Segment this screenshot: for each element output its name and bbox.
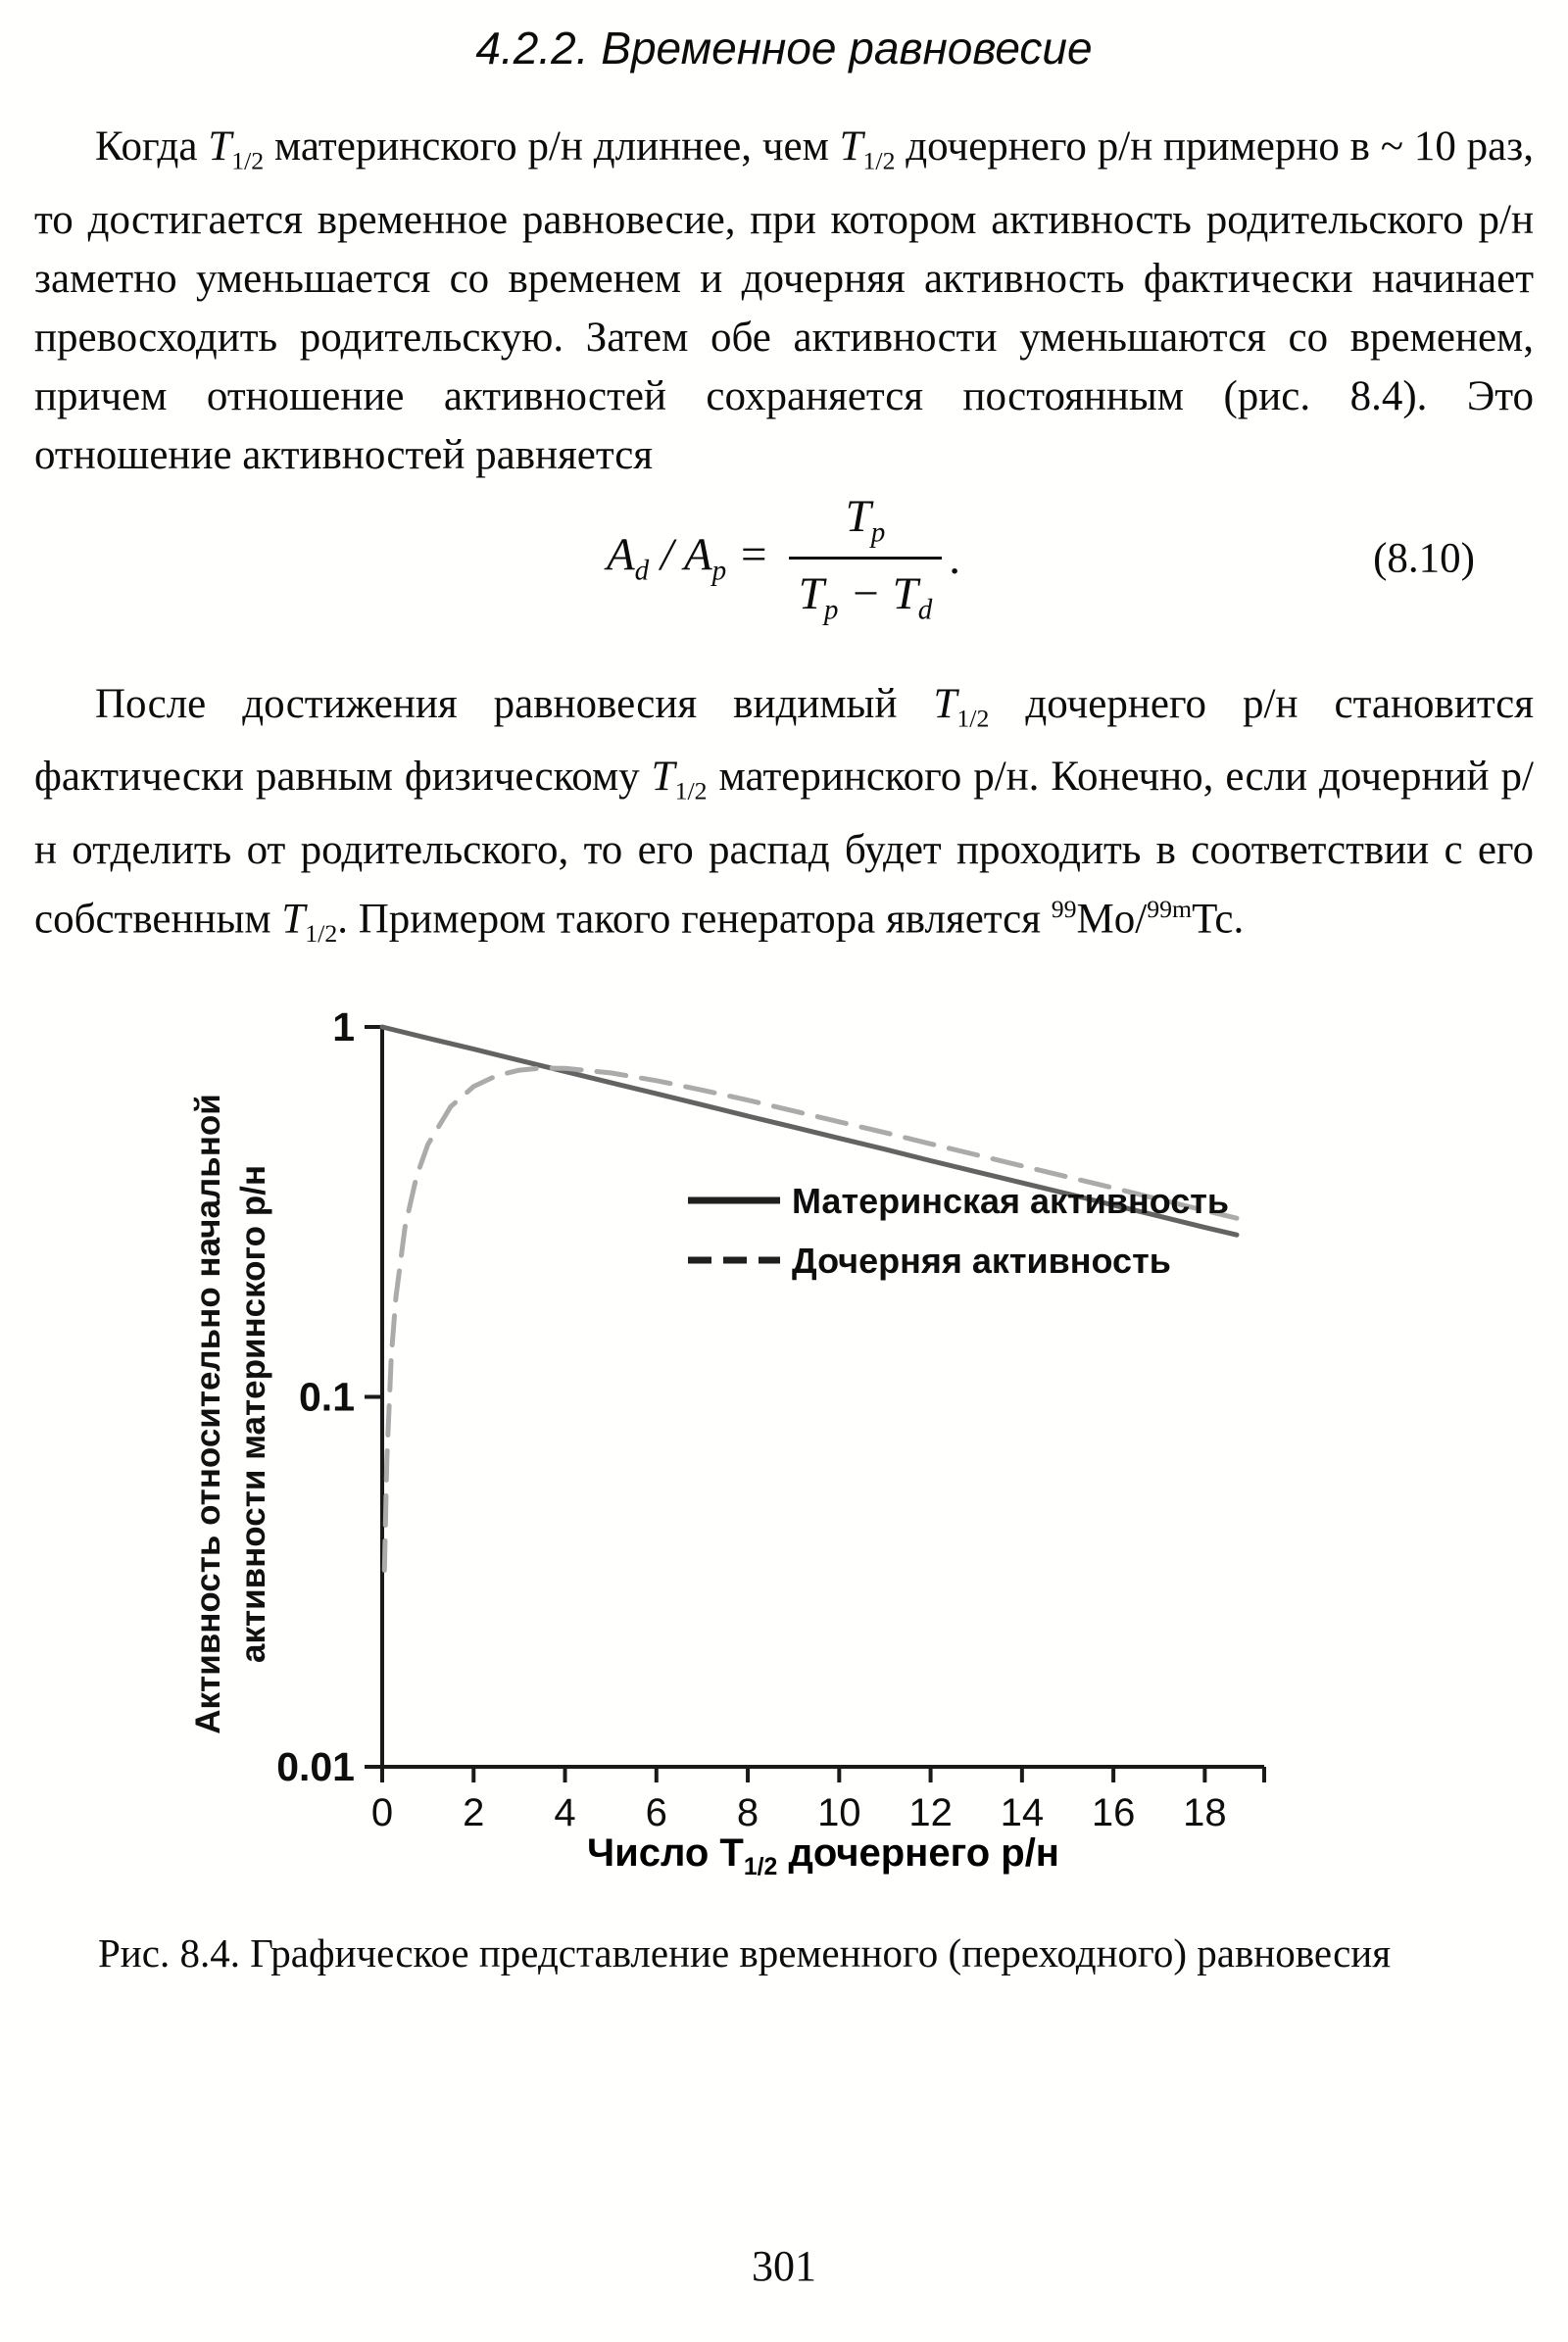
- y-axis-title: Активность относительно начальной активности материнского р/н: [189, 1093, 272, 1734]
- x-axis-title: Число $T_{1/2}$ дочернего р/н: [587, 1830, 1059, 1880]
- figure-caption: Рис. 8.4. Графическое представление временного (переходного) равновесия: [98, 1929, 1392, 1976]
- activity-chart: [118, 993, 1372, 1904]
- x-tick-label: 10: [817, 1790, 861, 1834]
- equation-number: (8.10): [1373, 535, 1475, 582]
- equation-period: .: [950, 532, 962, 584]
- equation-lhs: $A_d / A_p$ =: [606, 529, 769, 587]
- x-tick-label: 0: [370, 1790, 394, 1834]
- page-number: 301: [752, 2242, 816, 2290]
- legend-parent-activity-label: Материнская активность: [792, 1180, 1230, 1221]
- section-heading: 4.2.2. Временное равновесие: [475, 23, 1093, 73]
- x-tick-label: 18: [1183, 1790, 1227, 1834]
- figure-8-4-chart: [118, 993, 1372, 1904]
- x-tick-label: 16: [1091, 1790, 1136, 1834]
- x-tick-label: 14: [1000, 1790, 1045, 1834]
- equation-8-10: [607, 490, 961, 627]
- x-tick-label: 12: [908, 1790, 953, 1834]
- x-tick-label: 8: [736, 1790, 760, 1834]
- y-tick-label: 0.1: [299, 1374, 355, 1420]
- paragraph-2: После достижения равновесия видимый $T_{1/2}$ дочернего р/н становится фактически равным физическому $T_{1/2}$ материнского р/н. Конечно, если дочерний р/н отделить от родительского, то его распад будет проходить в соответствии с его собственным $T_{1/2}$. Примером такого генератора является $^{99}$Mo/$^{99m}$Tc.: [34, 680, 1535, 948]
- y-tick-label: 0.01: [276, 1743, 355, 1789]
- equation-row: [0, 485, 1568, 632]
- legend-daughter-activity-label: Дочерняя активность: [792, 1240, 1171, 1281]
- x-tick-label: 4: [554, 1790, 576, 1834]
- fraction-numerator: $T_p$: [845, 490, 886, 549]
- x-tick-label: 6: [645, 1790, 667, 1834]
- fraction-denominator: $T_p - T_d$: [789, 557, 943, 626]
- x-tick-label: 2: [463, 1790, 485, 1834]
- equation-fraction: [789, 490, 943, 627]
- daughter-activity-line: [384, 1068, 1237, 1570]
- y-tick-label: 1: [332, 1003, 355, 1049]
- paragraph-1: Когда $T_{1/2}$ материнского р/н длиннее, чем $T_{1/2}$ дочернего р/н примерно в ~ 10 раз, то достигается временное равновесие, при котором активность родительского р/н заметно уменьшается со временем и дочерняя активность фактически начинает превосходить родительскую. Затем обе активности уменьшаются со временем, причем отношение активностей сохраняется постоянным (рис. 8.4). Это отношение активностей равняется: [34, 123, 1534, 478]
